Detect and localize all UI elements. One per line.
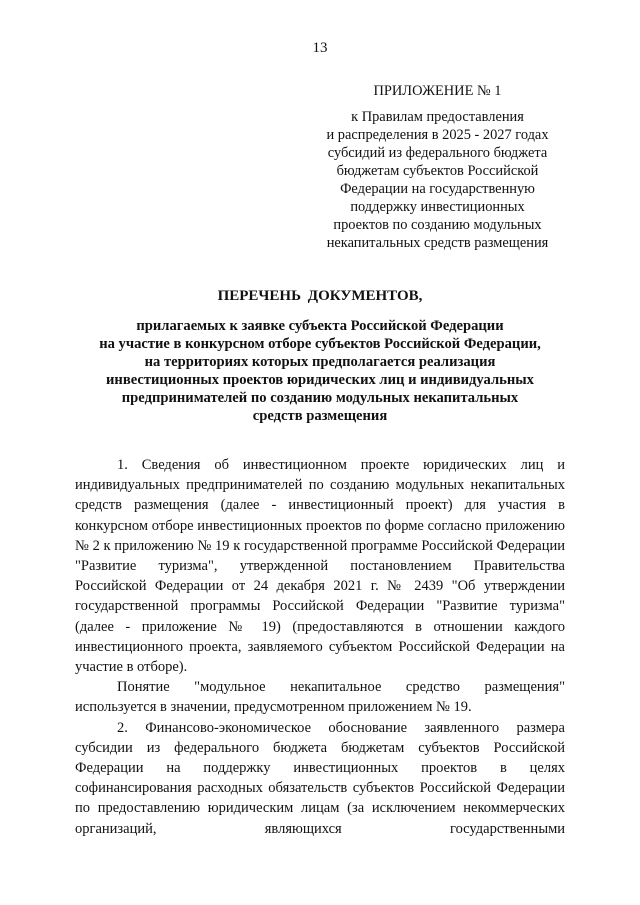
- appendix-line: и распределения в 2025 - 2027 годах: [326, 127, 549, 143]
- paragraph-1: 1. Сведения об инвестиционном проекте юридических лиц и индивидуальных предпринимателей по созданию модульных некапитальных средств размещения (далее - инвестиционный проект) для участия в конкурсном отборе инвестиционных проектов по форме согласно приложению № 2 к приложению № 19 к государственной программе Российской Федерации "Развитие туризма", утвержденной постановлением Правительства Российской Федерации от 24 декабря 2021 г. № 2439 "Об утверждении государственной программы Российской Федерации "Развитие туризма" (далее - приложение № 19) (предоставляются в отношении каждого инвестиционного проекта, заявляемого субъектом Российской Федерации на участие в отборе).: [75, 457, 565, 676]
- title-sub-line: прилагаемых к заявке субъекта Российской Федерации: [136, 318, 504, 334]
- appendix-line: к Правилам предоставления: [351, 109, 524, 125]
- appendix-line: некапитальных средств размещения: [326, 235, 549, 251]
- body-text: [75, 455, 565, 839]
- title-sub-line: предпринимателей по созданию модульных некапитальных: [121, 390, 519, 406]
- document-title: [60, 287, 580, 425]
- paragraph-3: 2. Финансово-экономическое обоснование заявленного размера субсидии из федерального бюджета бюджетам субъектов Российской Федерации на поддержку инвестиционных проектов в целях софинансирования расходных обязательств субъектов Российской Федерации по предоставлению юридическим лицам (за исключением некоммерческих организаций, являющихся государственными: [75, 719, 565, 837]
- title-sub-line: на участие в конкурсном отборе субъектов Российской Федерации,: [99, 336, 541, 352]
- title-sub-line: на территориях которых предполагается реализация: [144, 354, 496, 370]
- title-main: ПЕРЕЧЕНЬ ДОКУМЕНТОВ,: [217, 288, 423, 304]
- appendix-heading: ПРИЛОЖЕНИЕ № 1: [373, 83, 502, 99]
- appendix-line: проектов по созданию модульных: [333, 217, 542, 233]
- appendix-line: поддержку инвестиционных: [350, 199, 525, 215]
- paragraph-2: Понятие "модульное некапитальное средство размещения" используется в значении, предусмотренном приложением № 19.: [75, 679, 565, 716]
- appendix-block: [310, 82, 565, 252]
- page-number: 13: [312, 40, 328, 56]
- title-sub-line: средств размещения: [252, 408, 388, 424]
- appendix-line: субсидий из федерального бюджета: [327, 145, 548, 161]
- appendix-line: бюджетам субъектов Российской: [336, 163, 539, 179]
- appendix-line: Федерации на государственную: [340, 181, 535, 197]
- title-sub-line: инвестиционных проектов юридических лиц и индивидуальных: [106, 372, 534, 388]
